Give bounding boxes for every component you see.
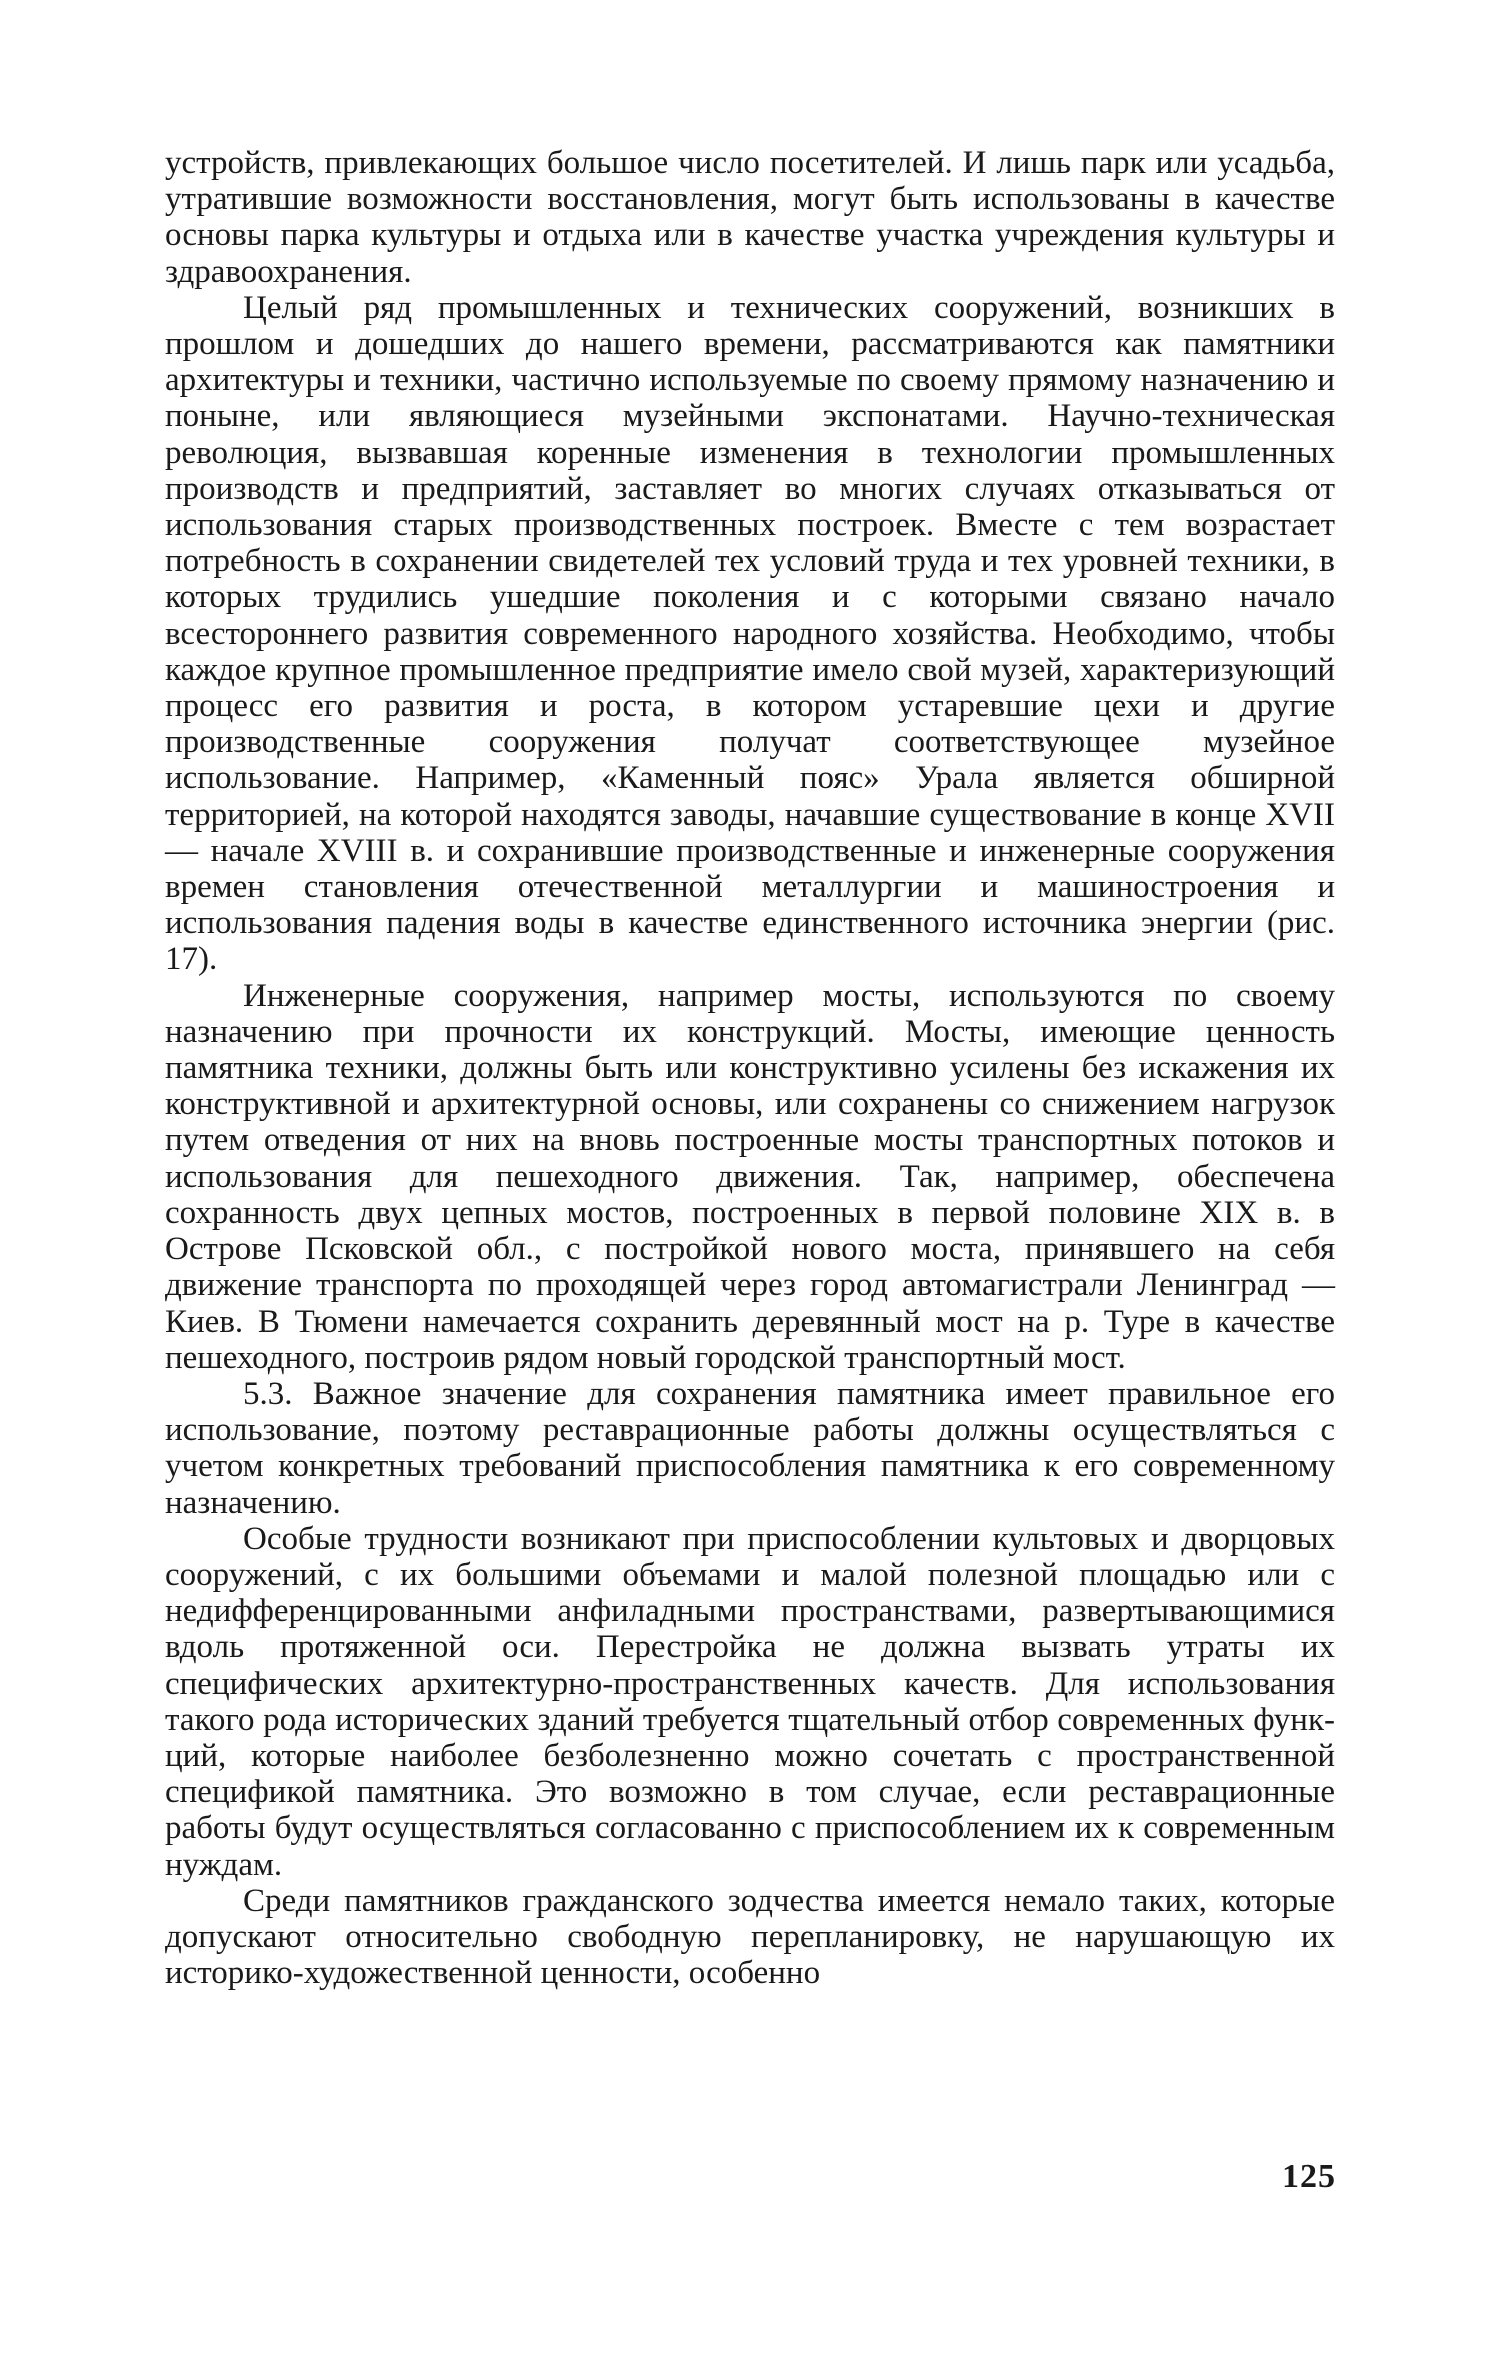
section-5-3-text: Важное значение для сохранения памятника имеет правильное его использование, поэтому реставрационные работы должны осуществляться с учетом конкретных требований приспособления памятника к его современному назначению. — [165, 1375, 1335, 1521]
paragraph-continuation: устройств, привлекающих большое число посетителей. И лишь парк или усадьба, утратившие возможности восстановления, могут быть использованы в качестве основы парка культуры и отдыха или в качестве участка учреждения культуры и здравоохранения. — [165, 145, 1335, 290]
paragraph-religious-palace-buildings: Особые трудности возникают при приспособлении культовых и дворцовых сооружений, с их большими объемами и малой полезной площадью или с недифференцированными анфиладными пространствами, развертывающимися вдоль протяженной оси. Перестройка не должна вызвать утраты их специфических архитектурно-пространственных качеств. Для использования такого рода исторических зданий требуется тщательный отбор современных функций, которые наиболее безболезненно можно сочетать с пространственной спецификой памятника. Это возможно в том случае, если реставрационные работы будут осуществляться согласованно с приспособлением их к современным нуждам. — [165, 1520, 1335, 1883]
page-number: 125 — [1282, 2158, 1336, 2195]
paragraph-section-5-3 — [165, 1376, 1335, 1521]
section-number: 5.3. — [243, 1375, 293, 1412]
paragraph-civil-architecture: Среди памятников гражданского зодчества имеется немало таких, которые допускают относительно свободную перепланировку, не нарушающую их историко-художественной ценности, особенно — [165, 1882, 1335, 1992]
paragraph-engineering-structures: Инженерные сооружения, например мосты, используются по своему назначению при прочности их конструкций. Мосты, имеющие ценность памятника техники, должны быть или конструктивно усилены без искажения их конструктивной и архитектурной основы, или сохранены со снижением нагрузок путем отведения от них на вновь построенные мосты транспортных потоков и использования для пешеходного движения. Так, например, обеспечена сохранность двух цепных мостов, построенных в первой половине XIX в. в Острове Псковской обл., с постройкой нового моста, принявшего на себя движение транспорта по проходящей через город автомагистрали Ленинград — Киев. В Тюмени намечается сохранить деревянный мост на р. Туре в качестве пешеходного, построив рядом новый городской транспортный мост. — [165, 977, 1335, 1376]
paragraph-industrial-structures: Целый ряд промышленных и технических сооружений, возникших в прошлом и дошедших до нашего времени, рассматриваются как памятники архитектуры и техники, частично используемые по своему прямому назначению и поныне, или являющиеся музейными экспонатами. Научно-техническая революция, вызвавшая коренные изменения в технологии промышленных производств и предприятий, заставляет во многих случаях отказываться от использования старых производственных построек. Вместе с тем возрастает потребность в сохранении свидетелей тех условий труда и тех уровней техники, в которых трудились ушедшие поколения и с которыми связано начало всестороннего развития современного народного хозяйства. Необходимо, чтобы каждое крупное промышленное предприятие имело свой музей, характеризующий процесс его развития и роста, в котором устаревшие цехи и другие производственные сооружения получат соответствующее музейное использование. Например, «Каменный пояс» Урала является обширной территорией, на которой находятся заводы, начавшие существование в конце XVII — начале XVIII в. и сохранившие производственные и инженерные сооружения времен становления отечественной металлургии и машиностроения и использования падения воды в качестве единственного источника энергии (рис. 17). — [165, 289, 1335, 978]
page-body — [165, 145, 1335, 1991]
